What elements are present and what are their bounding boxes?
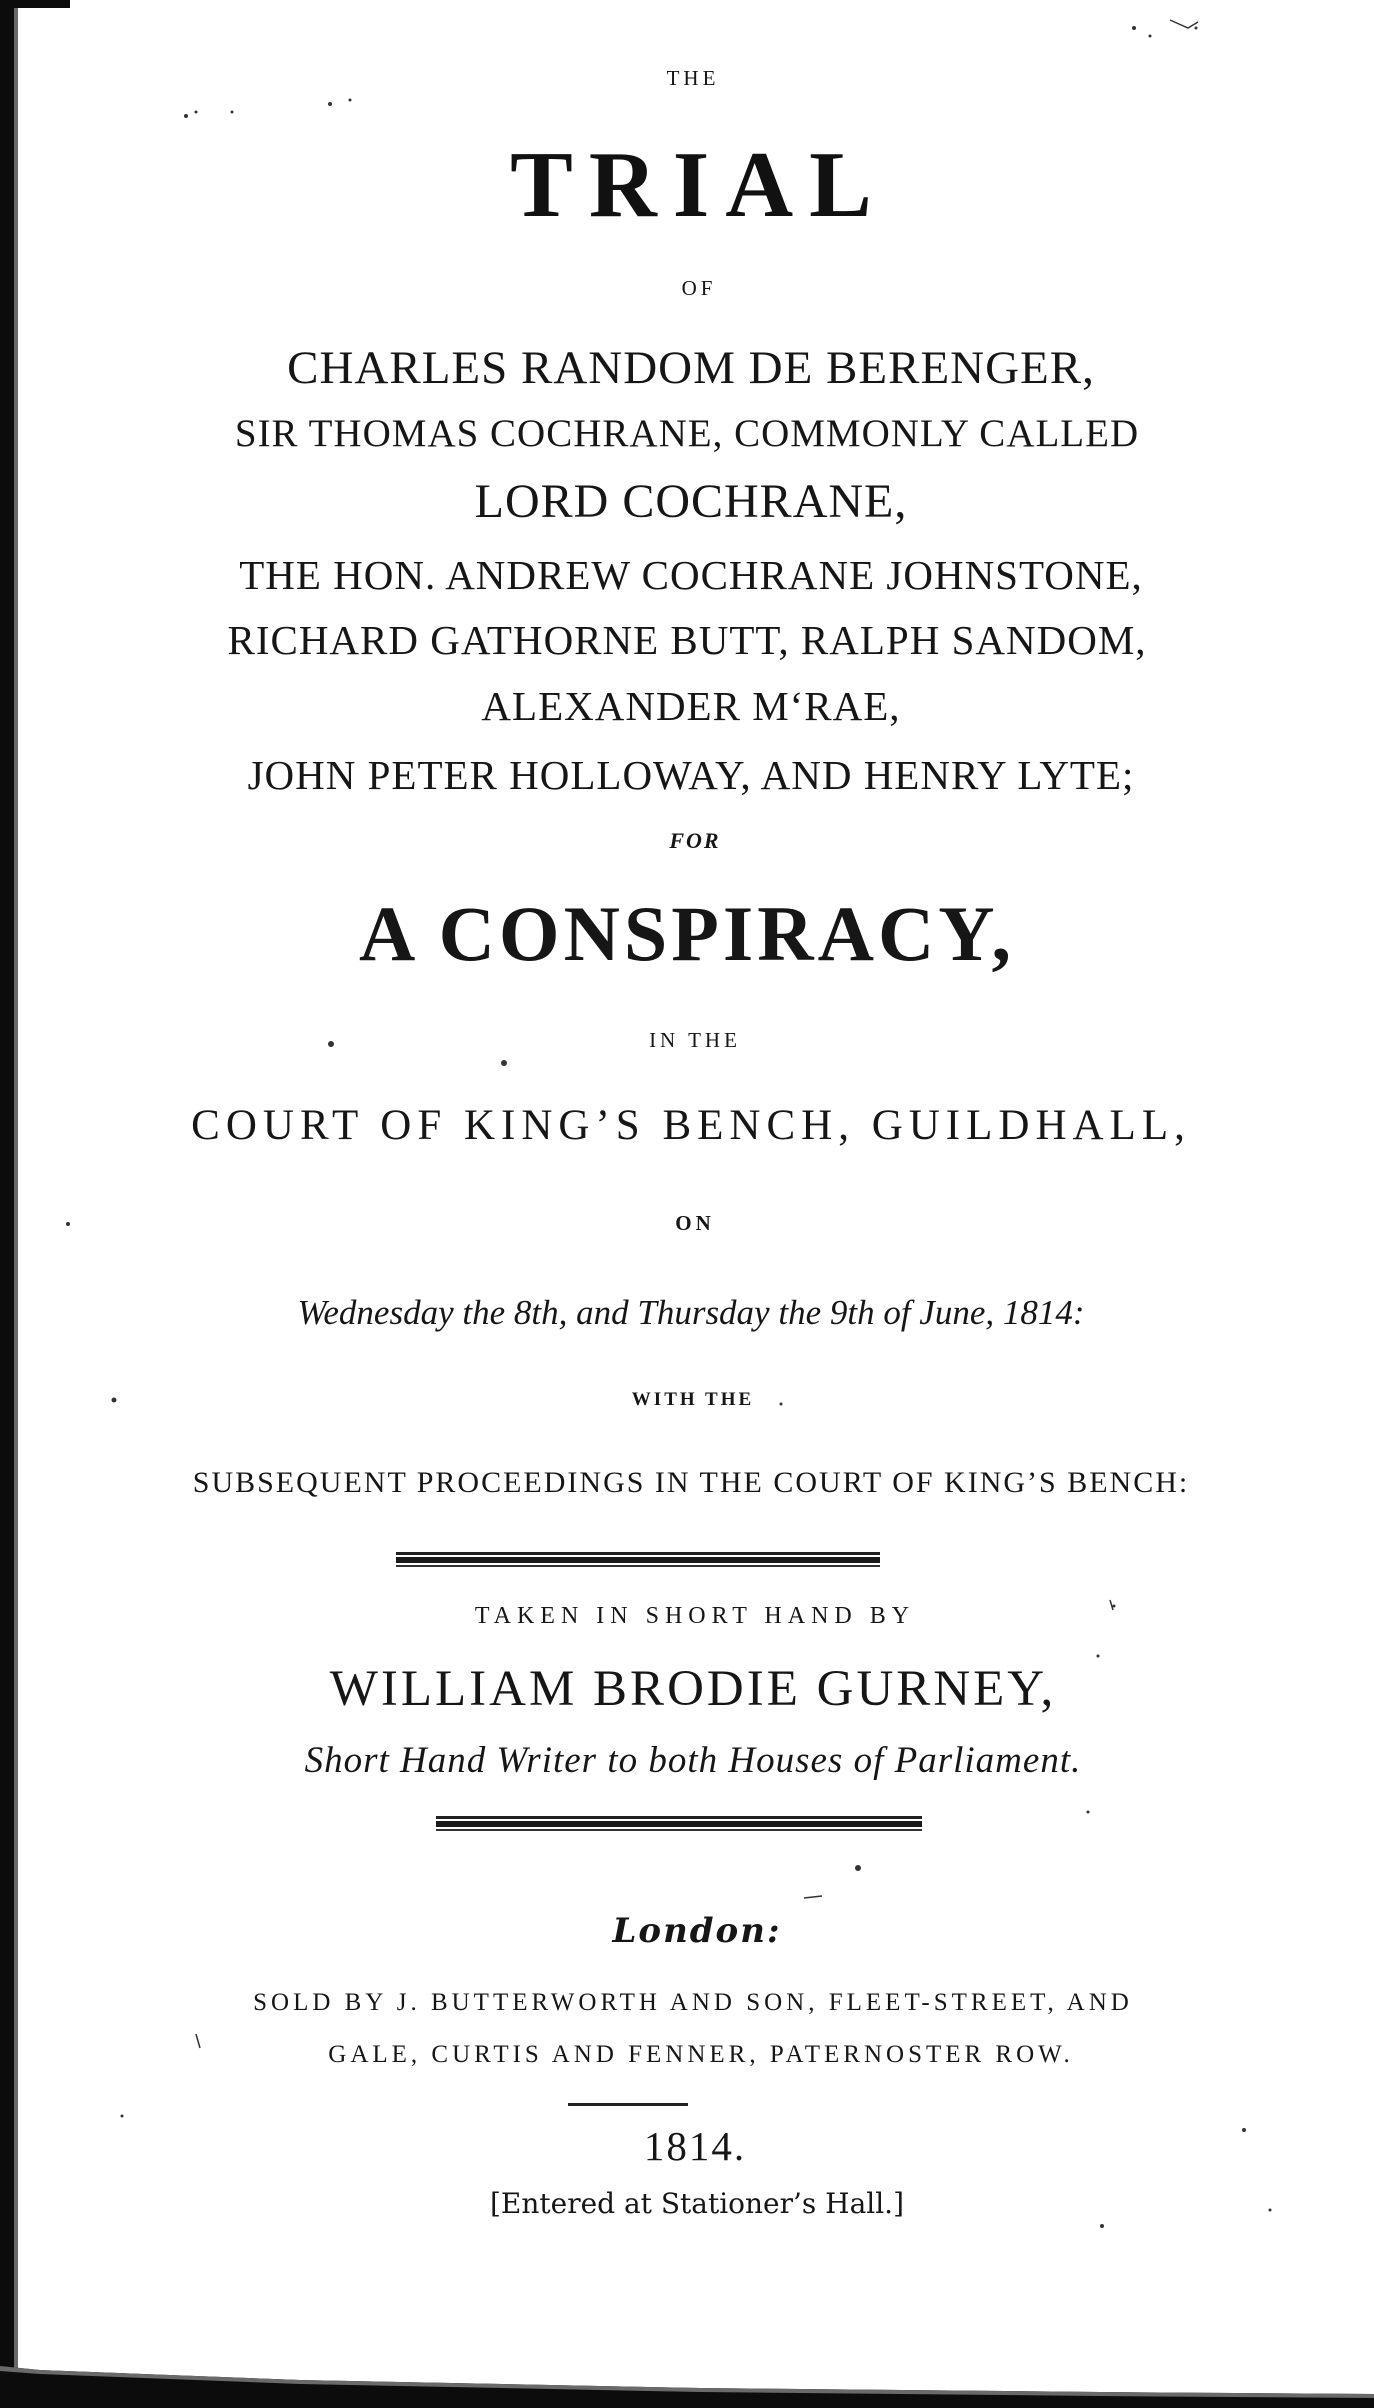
defendant-line: RICHARD GATHORNE BUTT, RALPH SANDOM, bbox=[227, 617, 1147, 663]
reporter-role: Short Hand Writer to both Houses of Parliament. bbox=[304, 1740, 1082, 1781]
trial-dates: Wednesday the 8th, and Thursday the 9th of June, 1814: bbox=[297, 1293, 1085, 1332]
on-label: ON bbox=[675, 1211, 715, 1235]
imprint-sellers-line: GALE, CURTIS AND FENNER, PATERNOSTER ROW. bbox=[328, 2041, 1074, 2068]
imprint-sellers-line: SOLD BY J. BUTTERWORTH AND SON, FLEET-STREET, AND bbox=[253, 1989, 1133, 2016]
defendant-line: THE HON. ANDREW COCHRANE JOHNSTONE, bbox=[239, 552, 1143, 598]
main-title: TRIAL bbox=[510, 133, 888, 237]
title-prefix: THE bbox=[666, 66, 720, 90]
copyright-notice: [Entered at Stationer’s Hall.] bbox=[489, 2187, 905, 2220]
defendant-line: JOHN PETER HOLLOWAY, AND HENRY LYTE; bbox=[247, 752, 1135, 798]
title-of: OF bbox=[681, 276, 717, 300]
defendant-line: SIR THOMAS COCHRANE, COMMONLY CALLED bbox=[234, 412, 1140, 455]
in-the-label: IN THE bbox=[649, 1028, 741, 1052]
defendant-line: CHARLES RANDOM DE BERENGER, bbox=[287, 342, 1095, 394]
imprint-place: London: bbox=[612, 1911, 782, 1951]
with-the-label: WITH THE bbox=[631, 1389, 755, 1410]
imprint-year: 1814. bbox=[643, 2123, 747, 2169]
reporter-name: WILLIAM BRODIE GURNEY, bbox=[329, 1661, 1057, 1717]
charge-heading: A CONSPIRACY, bbox=[359, 890, 1015, 977]
defendant-line: LORD COCHRANE, bbox=[474, 475, 908, 528]
court-name: COURT OF KING’S BENCH, GUILDHALL, bbox=[191, 1102, 1191, 1149]
subsequent-proceedings: SUBSEQUENT PROCEEDINGS IN THE COURT OF KING’S BENCH: bbox=[192, 1466, 1190, 1499]
taken-by-label: TAKEN IN SHORT HAND BY bbox=[474, 1603, 916, 1629]
for-label: FOR bbox=[669, 828, 721, 853]
defendant-line: ALEXANDER M‘RAE, bbox=[481, 683, 901, 729]
